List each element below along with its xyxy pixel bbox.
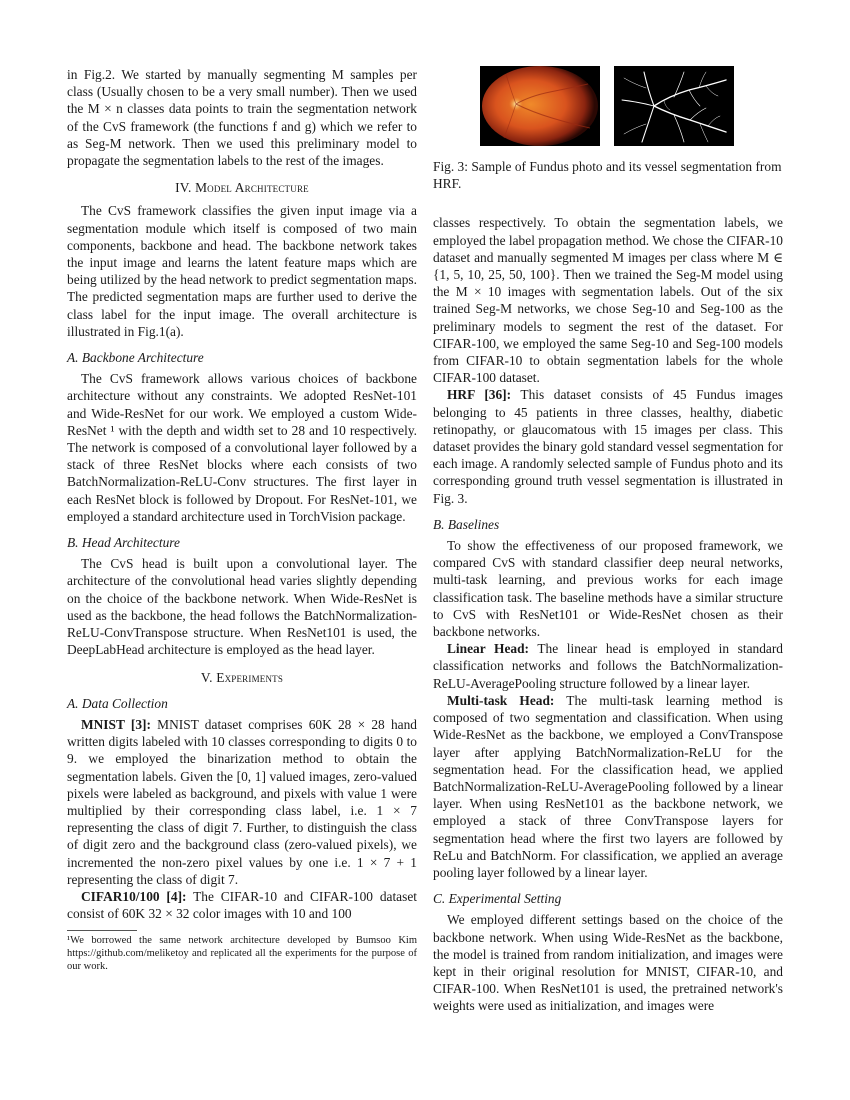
footnote: ¹We borrowed the same network architecture developed by Bumsoo Kim https://github.com/meliketoy and replicated all the experiments for the purpose of our work. — [67, 935, 417, 972]
model-architecture-paragraph: The CvS framework classifies the given input image via a segmentation module which itself is composed of two main components, backbone and head. The backbone network takes the input image and learns the latent feature maps which are being utilized by the head network to predict segmentation maps. The predicted segmentation maps are further used to derive the class label for the input image. The overall architecture is illustrated in Fig.1(a). — [67, 203, 417, 339]
experimental-setting-paragraph: We employed different settings based on the choice of the backbone network. When using Wide-ResNet as the backbone, the model is trained from random initialization, and images were kept in their original resolution for MNIST, CIFAR-10, and CIFAR-100. When ResNet101 is used, the pretrained network's weights were used as initialization, and images were — [433, 912, 783, 1014]
section-number: IV. — [175, 180, 192, 196]
left-column — [67, 66, 417, 973]
multitask-head-text: The multi-task learning method is composed of two segmentation and classification. When using Wide-ResNet as the backbone, we employed a ConvTranspose layer after applying BatchNormalization-ReLU for the segmentation head. For the classification head, we applied BatchNormalization-ReLU-AveragePooling followed by a linear layer. When using ResNet101 as the backbone network, we employed a stack of three ConvTranspose layers for segmentation head where the first two layers are followed by ReLu and BatchNorm. For classification, we applied an average pooling layer followed by a linear layer. — [433, 692, 783, 880]
vessel-segmentation-image — [614, 66, 734, 146]
linear-head-text: The linear head is employed in standard classification networks and follows the BatchNormalization-ReLU-AveragePooling structure followed by a linear layer. — [433, 641, 784, 691]
hrf-lead: HRF [36]: — [447, 387, 512, 403]
baselines-paragraph: To show the effectiveness of our proposed framework, we compared CvS with standard classifier deep neural networks, multi-task learning, and previous works for each image classification task. The baseline methods have a similar structure to CvS with ResNet101 or Wide-ResNet chosen as their backbone networks. — [433, 538, 783, 640]
section-number: V. — [200, 669, 213, 685]
fundus-photo-image — [480, 66, 600, 146]
intro-paragraph: in Fig.2. We started by manually segmenting M samples per class (Usually chosen to be a very small number). Then we used the M × n classes data points to train the segmentation network of the CvS framework (the functions f and g) which we refer to as Seg-M network. Then we used this preliminary model to propagate the segmentation labels to the rest of the images. — [67, 67, 417, 169]
subsection-backbone-title: A. Backbone Architecture — [67, 350, 204, 366]
subsection-experimental-setting-title: C. Experimental Setting — [433, 891, 562, 907]
multitask-head-paragraph — [433, 692, 783, 881]
section-heading-model-architecture — [67, 179, 417, 196]
subsection-head-title: B. Head Architecture — [67, 535, 180, 551]
mnist-lead: MNIST [3]: — [81, 716, 151, 732]
hrf-text: This dataset consists of 45 Fundus images belonging to 45 patients in three classes, healthy, diabetic retinopathy, or glaucomatous with 15 images per class. This dataset provides the binary gold standard vessel segmentation for each image. A randomly selected sample of Fundus photo and its corresponding ground truth vessel segmentation is illustrated in Fig. 3. — [433, 387, 783, 506]
section-title: Model Architecture — [195, 180, 309, 196]
head-paragraph: The CvS head is built upon a convolutional layer. The architecture of the convolutional head varies slightly depending on the choice of the backbone network. When Wide-ResNet is used as the backbone, the head follows the BatchNormalization-ReLU-ConvTranspose structure. When ResNet101 is used, the DeepLabHead architecture is employed as the head layer. — [67, 556, 417, 658]
subsection-data-collection-title: A. Data Collection — [67, 695, 168, 711]
cifar-text: The CIFAR-10 and CIFAR-100 dataset consist of 60K 32 × 32 color images with 10 and 100 — [67, 888, 417, 922]
multitask-head-lead: Multi-task Head: — [447, 692, 555, 708]
hrf-paragraph — [433, 386, 783, 506]
footnote-divider — [67, 930, 137, 931]
figure-3-caption: Fig. 3: Sample of Fundus photo and its vessel segmentation from HRF. — [433, 159, 782, 192]
subsection-baselines-title: B. Baselines — [433, 516, 500, 532]
mnist-text: MNIST dataset comprises 60K 28 × 28 hand written digits labeled with 10 classes corresponding to digits 0 to 9. we employed the binarization method to obtain the segmentation labels. Given the [0, 1] valued images, zero-valued pixels were labeled as background, and pixels with value 1 were multiplied by their corresponding class label, i.e. 1 × 7 representing the class of digit 7. Further, to distinguish the class of digit zero and the background class (zero-valued pixels), we incremented the non-zero pixel values by one i.e. 1 × 7 + 1 representing the class of digit 7. — [67, 716, 417, 887]
linear-head-paragraph — [433, 640, 783, 692]
section-heading-experiments — [67, 669, 417, 686]
figure-3 — [433, 66, 783, 146]
section-title: Experiments — [216, 669, 284, 685]
linear-head-lead: Linear Head: — [447, 641, 529, 657]
backbone-paragraph: The CvS framework allows various choices of backbone architecture without any constraints. We adopted ResNet-101 and Wide-ResNet for our work. We employed a custom Wide-ResNet ¹ with the depth and width set to 28 and 10 respectively. The network is composed of a convolutional layer followed by a stack of three ResNet blocks where each consists of two BatchNormalization-ReLU-Conv structures. The first layer in each ResNet block is followed by Dropout. For ResNet-101, we employed a standard architecture used in TorchVision package. — [67, 371, 417, 524]
cifar-lead: CIFAR10/100 [4]: — [81, 888, 187, 904]
cifar-paragraph — [67, 888, 417, 922]
mnist-paragraph — [67, 716, 417, 888]
cifar-continued-paragraph: classes respectively. To obtain the segmentation labels, we employed the label propagation method. We chose the CIFAR-10 dataset and manually segmented M images per class where M ∈ {1, 5, 10, 25, 50, 100}. Then we trained the Seg-M model using the M × 10 images with segmentation labels. Out of the six trained Seg-M networks, we chose Seg-10 and Seg-100 as the preliminary models to segment the rest of the dataset. For CIFAR-100, we employed the same Seg-10 and Seg-100 models from CIFAR-10 to obtain segmentation labels for the whole CIFAR-100 dataset. — [433, 215, 783, 386]
right-column — [433, 66, 783, 1015]
